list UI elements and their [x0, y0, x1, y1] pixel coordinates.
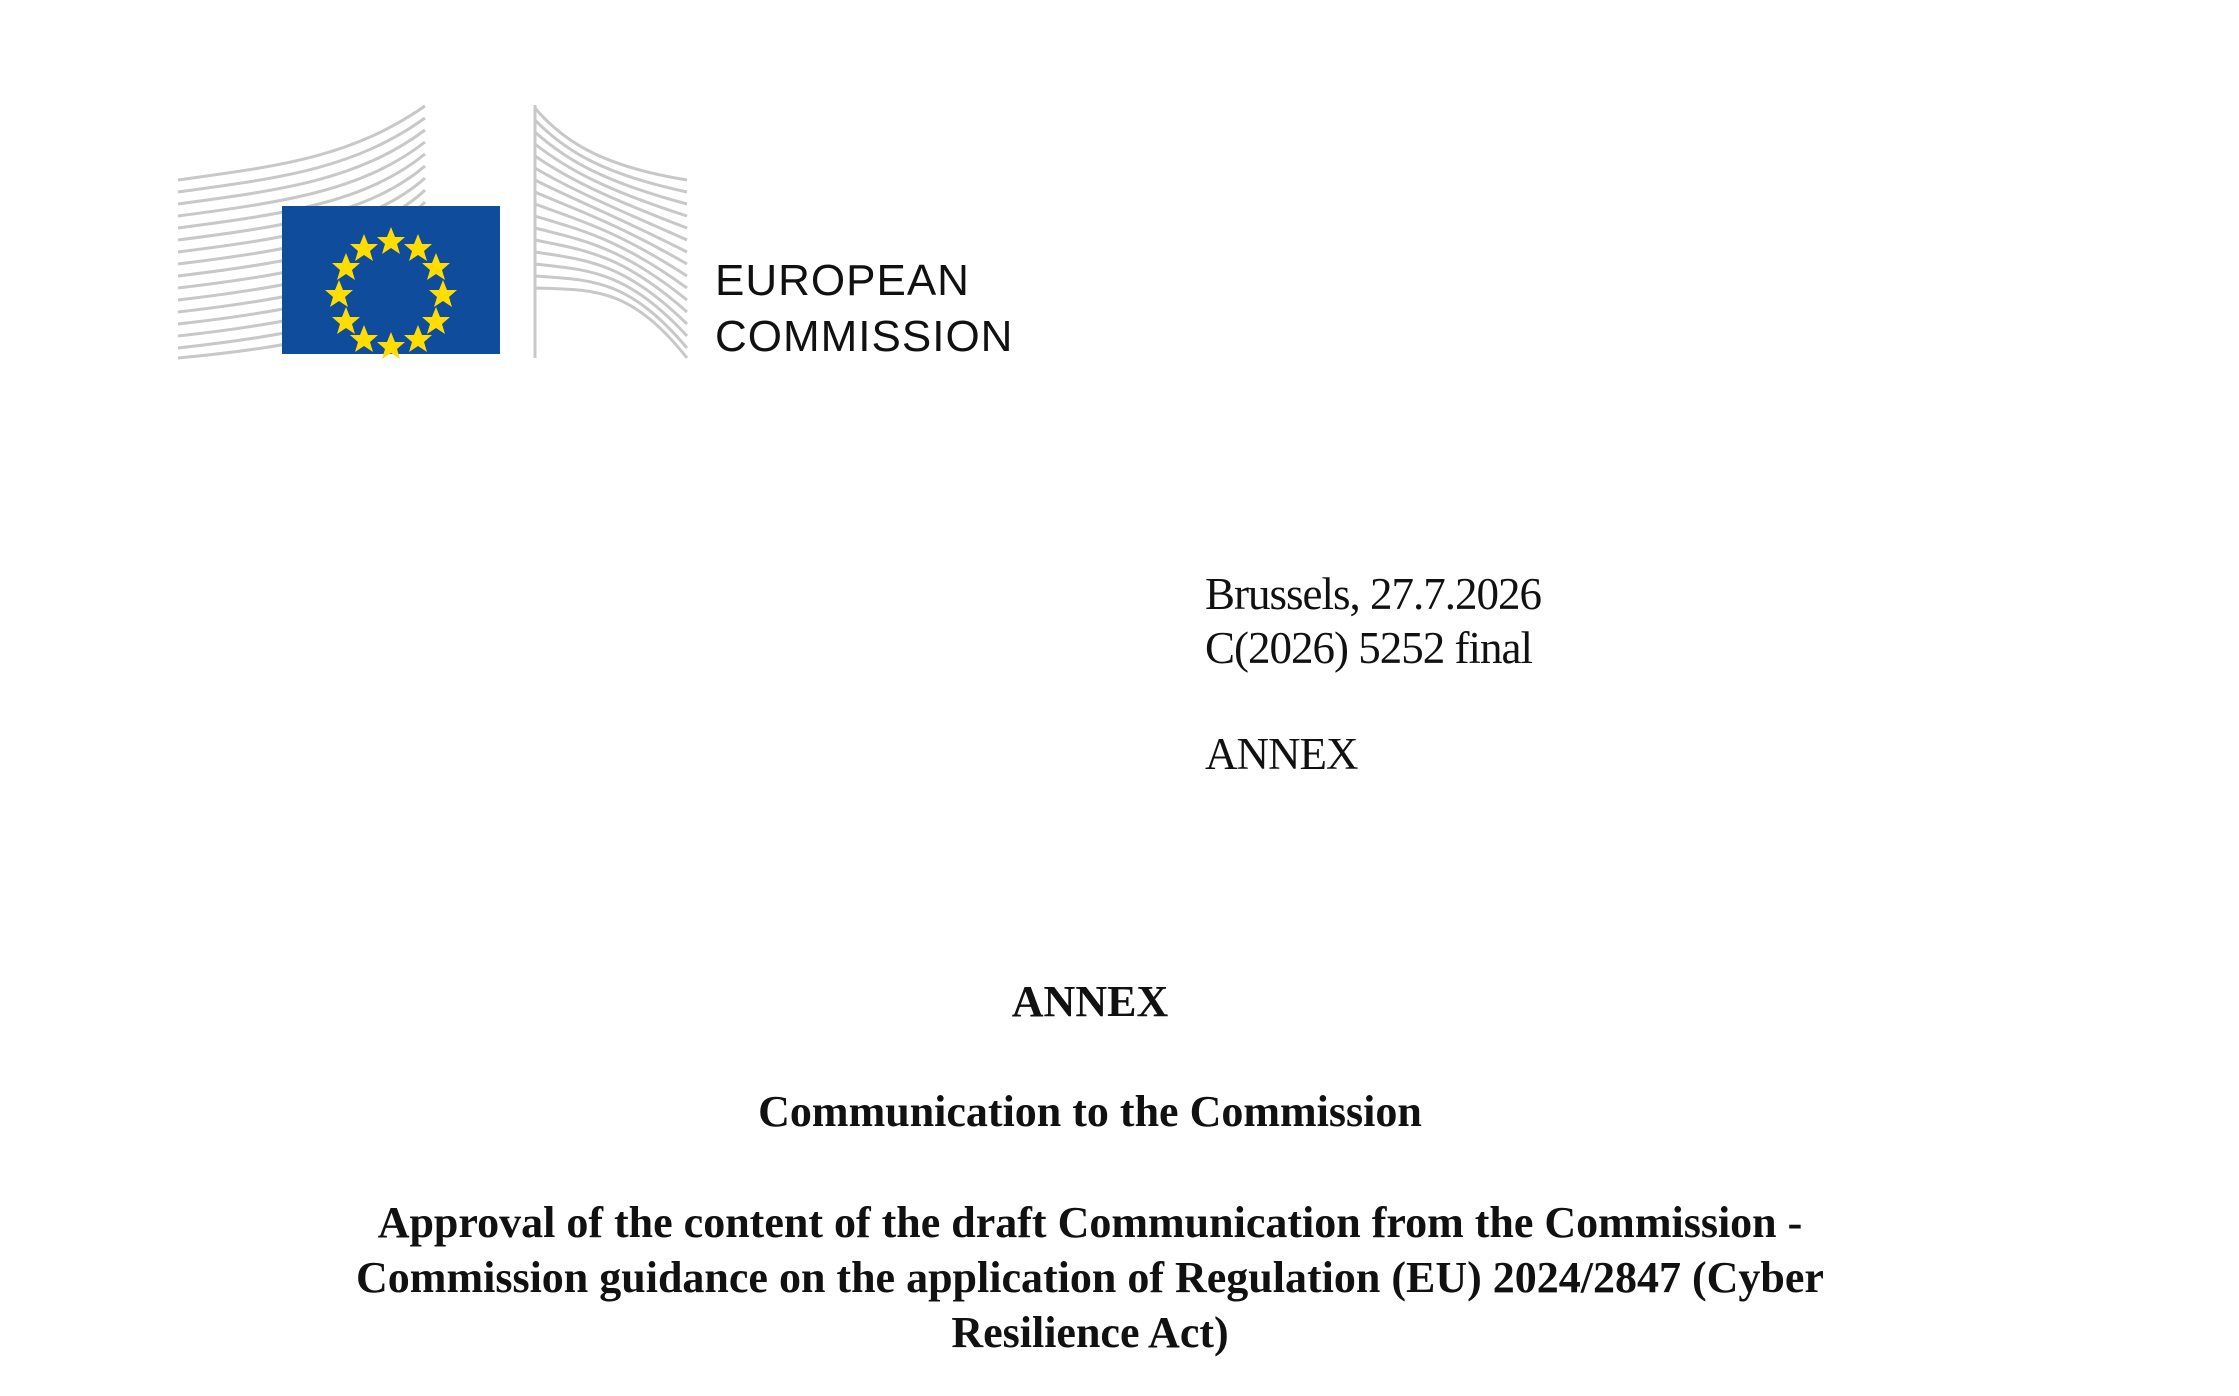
place-date: Brussels, 27.7.2026 — [1205, 569, 1542, 619]
organization-name-line-1: EUROPEAN — [715, 256, 970, 305]
document-title-line-2: Commission guidance on the application of Regulation (EU) 2024/2847 (Cyber — [356, 1253, 1824, 1302]
commission-header — [170, 100, 1030, 370]
document-metadata — [1205, 567, 1925, 781]
communication-subtitle: Communication to the Commission — [758, 1087, 1422, 1136]
document-reference: C(2026) 5252 final — [1205, 623, 1532, 673]
organization-name-line-2: COMMISSION — [715, 312, 1014, 361]
title-block — [240, 975, 1940, 1360]
annex-label: ANNEX — [1205, 729, 1358, 779]
european-commission-logo-icon — [170, 100, 690, 360]
annex-heading: ANNEX — [1011, 977, 1169, 1026]
document-title-line-1: Approval of the content of the draft Communication from the Commission - — [377, 1198, 1803, 1247]
organization-name — [715, 253, 1013, 365]
document-title-line-3: Resilience Act) — [951, 1308, 1229, 1357]
document-title — [280, 1195, 1900, 1360]
